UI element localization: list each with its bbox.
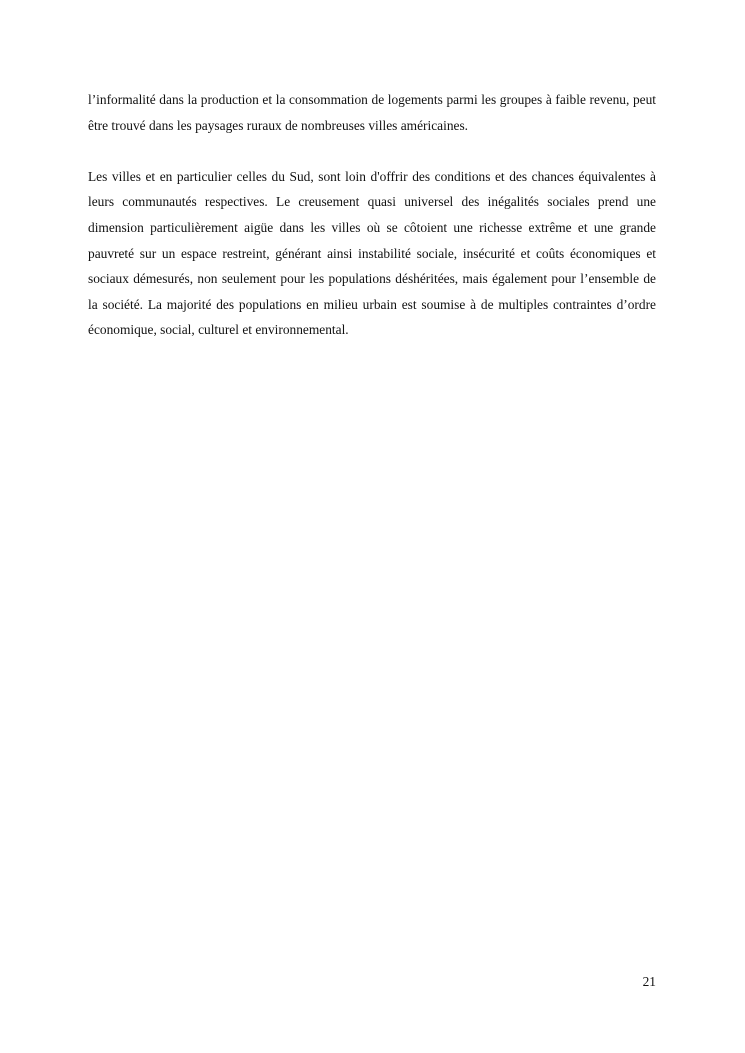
paragraph-2: Les villes et en particulier celles du Sud, sont loin d'offrir des conditions et des chances équivalentes à leurs communautés respectives. Le creusement quasi universel des inégalités sociales prend une dimension particulièrement aigüe dans les villes où se côtoient une richesse extrême et une grande pauvreté sur un espace restreint, générant ainsi instabilité sociale, insécurité et coûts économiques et sociaux démesurés, non seulement pour les populations déshéritées, mais également pour l’ensemble de la société. La majorité des populations en milieu urbain est soumise à de multiples contraintes d’ordre économique, social, culturel et environnemental.	[88, 168, 656, 338]
page-number: 21	[642, 974, 656, 989]
paragraph-1: l’informalité dans la production et la consommation de logements parmi les groupes à faible revenu, peut être trouvé dans les paysages ruraux de nombreuses villes américaines.	[88, 92, 656, 133]
body-text	[88, 87, 656, 343]
